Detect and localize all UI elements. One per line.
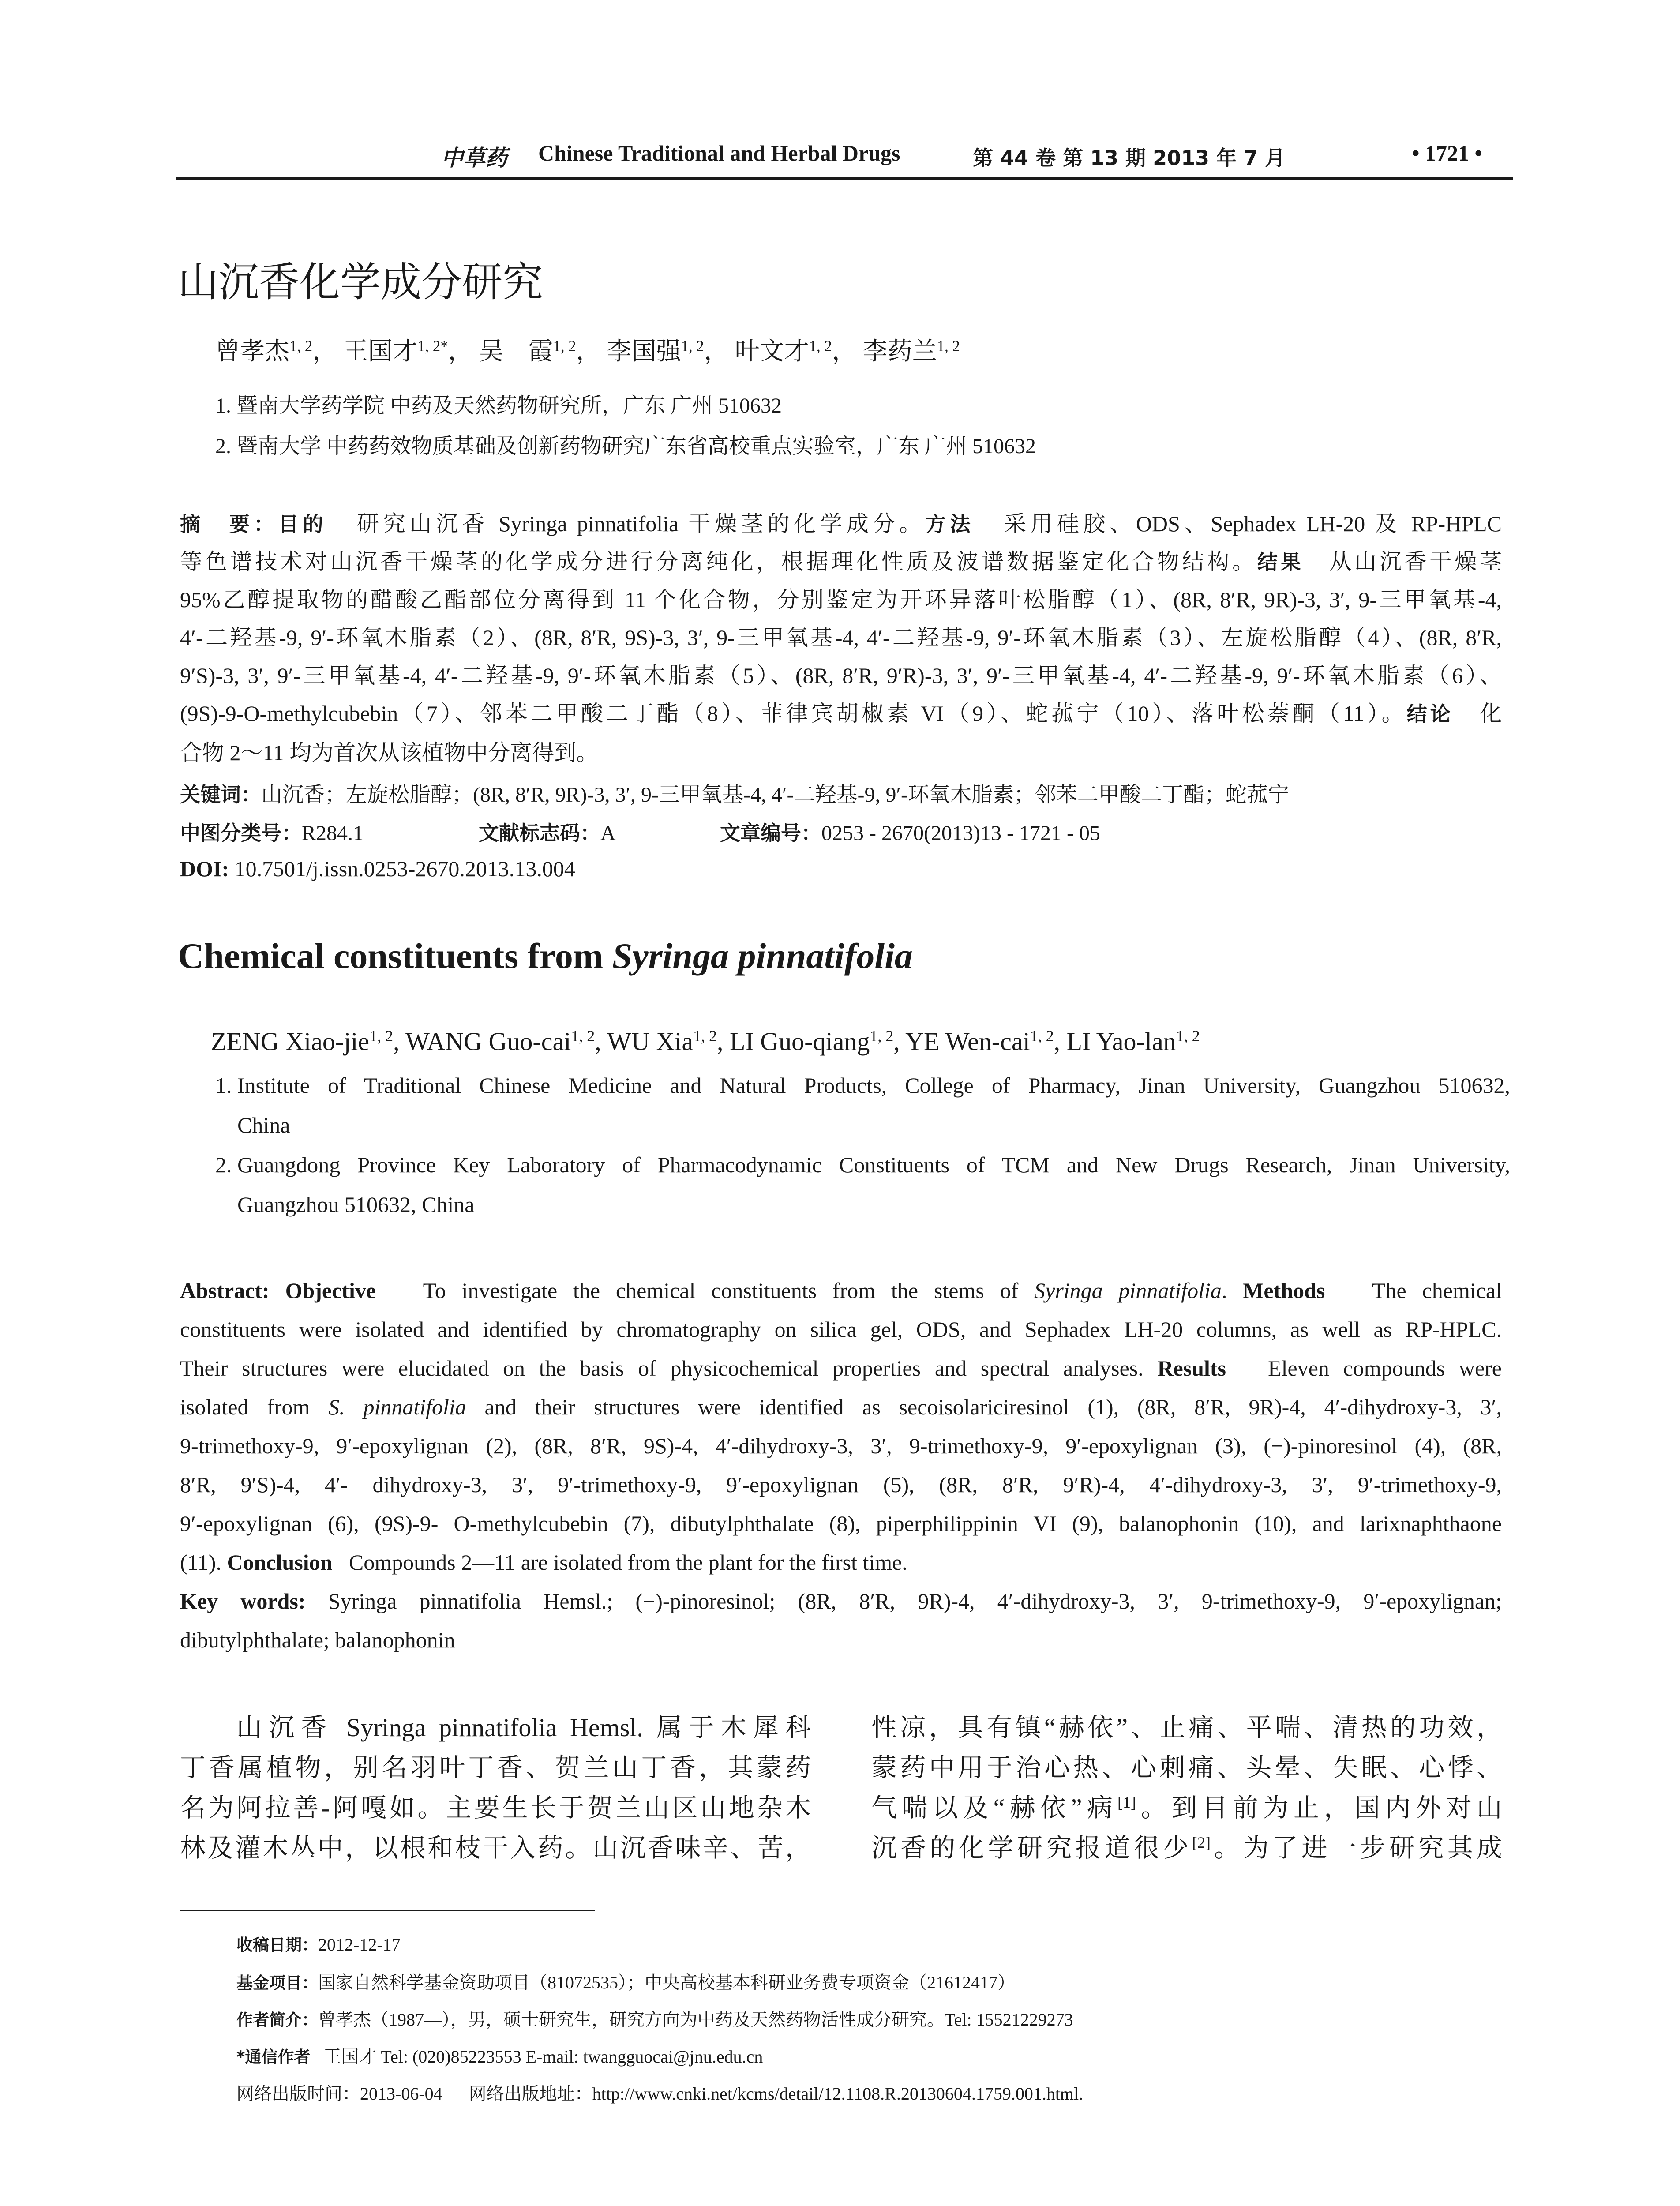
en-abstract-line: 9′-epoxylignan (6), (9S)-9- O-methylcubebin (7), dibutylphthalate (8), piperphilippinin VI (9), balanophonin (10), and larixnaphthaone [180, 1511, 1502, 1536]
cn-author-name: 李国强 [607, 338, 681, 365]
en-title-species: Syringa pinnatifolia [612, 936, 913, 976]
cn-methods-label: 方法 [926, 512, 975, 536]
body-left-column [180, 1707, 811, 1868]
article-no-line [720, 817, 1100, 846]
article-no-value: 0253 - 2670(2013)13 - 1721 - 05 [821, 822, 1100, 845]
en-author-sup: 1, 2 [571, 1027, 595, 1045]
en-abstract-line: constituents were isolated and identified by chromatography on silica gel, ODS, and Sephadex LH-20 columns, as well as RP-HPLC. [180, 1317, 1502, 1342]
cn-author-sup: 1, 2 [289, 337, 313, 355]
body-line: 山沉香 Syringa pinnatifolia Hemsl. 属于木犀科 [236, 1713, 811, 1742]
en-aff-num: 2. [215, 1152, 232, 1177]
footnote-text: 2012-12-17 [318, 1935, 401, 1955]
cn-keywords: 山沉香；左旋松脂醇；(8R, 8′R, 9R)-3, 3′, 9-三甲氧基-4, 4′-二羟基-9, 9′-环氧木脂素；邻苯二甲酸二丁酯；蛇菰宁 [261, 783, 1289, 807]
en-abstract-line [180, 1546, 908, 1579]
cn-authors: 曾孝杰$^{1, 2}$， 王国才$^{1, 2*}$， 吴 霞$^{1, 2}$， 李国强$^{1, 2}$， 叶文才$^{1, 2}$， 李药兰$^{1, 2}$ [215, 337, 960, 365]
footnote-author [236, 2006, 1073, 2031]
footnote-text: 2013-06-04 [360, 2084, 442, 2104]
en-abstract-species: S. pinnatifolia [328, 1395, 466, 1419]
clc-label: 中图分类号： [180, 821, 302, 845]
cn-results-label: 结果 [1257, 550, 1304, 574]
en-author-name: ZENG Xiao-jie [211, 1027, 370, 1056]
doc-code-line [479, 817, 616, 846]
en-title-text: Chemical constituents from [178, 936, 612, 976]
cn-keywords-label: 关键词： [180, 783, 261, 807]
online-url-link[interactable]: http://www.cnki.net/kcms/detail/12.1108.R.20130604.1759.001.html. [592, 2084, 1084, 2104]
cn-author-sup: 1, 2 [937, 337, 960, 355]
body-right-column [871, 1707, 1502, 1868]
en-author-name: LI Guo-qiang [730, 1027, 870, 1056]
body-line [871, 1828, 1502, 1868]
en-abstract-label: Abstract: [180, 1278, 270, 1303]
body-text: 。到目前为止，国内外对山 [1136, 1793, 1502, 1822]
en-abstract-line: Abstract: Objective To investigate the chemical constituents from the stems of Syringa pinnatifolia. Methods The chemical [180, 1278, 1502, 1303]
cn-abstract-text: 等色谱技术对山沉香干燥茎的化学成分进行分离纯化，根据理化性质及波谱数据鉴定化合物结构。 [180, 549, 1257, 574]
clc-value: R284.1 [302, 822, 364, 845]
en-keywords: Syringa pinnatifolia Hemsl.; (−)-pinoresinol; (8R, 8′R, 9R)-4, 4′-dihydroxy-3, 3′, 9-trimethoxy-9, 9′-epoxylignan; [328, 1589, 1502, 1613]
cn-abstract-text: 采用硅胶、ODS、Sephadex LH-20 及 RP-HPLC [1004, 511, 1502, 536]
cn-objective-label: 目的 [278, 512, 328, 536]
citation-ref[interactable]: [1] [1118, 1793, 1136, 1812]
body-line: 蒙药中用于治心热、心刺痛、头晕、失眠、心悸、 [871, 1753, 1502, 1782]
en-abstract-text: The chemical [1372, 1278, 1502, 1303]
cn-abstract-label: 摘 要： [180, 512, 278, 536]
footnote-text: 曾孝杰（1987—），男，硕士研究生，研究方向为中药及天然药物活性成分研究。Tel: 15521229273 [318, 2010, 1073, 2030]
footnote-corresponding [236, 2043, 763, 2068]
en-affiliation-1 [215, 1065, 1510, 1145]
en-author-name: WU Xia [607, 1027, 694, 1056]
journal-name-en: Chinese Traditional and Herbal Drugs [538, 141, 900, 165]
citation-ref[interactable]: [2] [1192, 1834, 1211, 1852]
en-abstract-text: (11). [180, 1550, 221, 1575]
cn-author-name: 吴 霞 [479, 338, 553, 365]
cn-conclusion-label: 结论 [1406, 702, 1454, 726]
cn-abstract-text: 研究山沉香 Syringa pinnatifolia 干燥茎的化学成分。 [357, 511, 926, 536]
en-author-sup: 1, 2 [1030, 1027, 1054, 1045]
footnote-fund [236, 1969, 1015, 1994]
page-number: • 1721 • [1412, 141, 1483, 165]
en-affiliation-2 [215, 1145, 1510, 1224]
en-abstract-text: To investigate the chemical constituents from the stems of [423, 1278, 1019, 1303]
cn-abstract-line: 4′-二羟基-9, 9′-环氧木脂素（2）、(8R, 8′R, 9S)-3, 3′, 9-三甲氧基-4, 4′-二羟基-9, 9′-环氧木脂素（3）、左旋松脂醇（4）、(8R, 8′R, [180, 625, 1502, 650]
cn-abstract-line: 合物 2～11 均为首次从该植物中分离得到。 [180, 740, 599, 765]
cn-keywords-line [180, 777, 1289, 808]
doi-label: DOI: [180, 856, 229, 881]
en-abstract-text: Their structures were elucidated on the basis of physicochemical properties and spectral analyses. [180, 1356, 1144, 1381]
cn-abstract-text: (9S)-9-O-methylcubebin（7）、邻苯二甲酸二丁酯（8）、菲律宾胡椒素 VI（9）、蛇菰宁（10）、落叶松萘酮（11）。 [180, 701, 1407, 726]
en-author-name: LI Yao-lan [1066, 1027, 1176, 1056]
en-author-sup: 1, 2 [693, 1027, 717, 1045]
cn-abstract-line [180, 507, 1502, 540]
footnote-text: 国家自然科学基金资助项目（81072535）；中央高校基本科研业务费专项资金（21612417） [318, 1973, 1015, 1992]
en-abstract-text: and their structures were identified as secoisolariciresinol (1), (8R, 8′R, 9R)-4, 4′-dihydroxy-3, 3′, [484, 1395, 1502, 1419]
footnote-label: 收稿日期： [236, 1936, 318, 1955]
en-keywords-label: Key words: [180, 1589, 306, 1613]
doi-line [180, 856, 575, 882]
cn-abstract-line [180, 545, 1502, 578]
cn-author-name: 曾孝杰 [215, 338, 289, 365]
footnote-label: 网络出版时间： [236, 2084, 360, 2104]
en-keywords-line [180, 1585, 1502, 1617]
cn-author-sup: 1, 2* [417, 337, 448, 355]
doc-code-label: 文献标志码： [479, 821, 600, 845]
body-text: 。为了进一步研究其成 [1211, 1834, 1502, 1862]
en-author-name: WANG Guo-cai [405, 1027, 571, 1056]
en-abstract-text: Eleven compounds were [1268, 1356, 1502, 1381]
footnote-label: 网络出版地址： [469, 2084, 592, 2104]
cn-author-name: 李药兰 [862, 338, 937, 365]
cn-clc-line [180, 817, 364, 846]
cn-affiliation-1: 1. 暨南大学药学院 中药及天然药物研究所，广东 广州 510632 [215, 394, 782, 417]
en-aff-text: Institute of Traditional Chinese Medicine and Natural Products, College of Pharmacy, Jinan University, Guangzhou 510632, [237, 1073, 1510, 1098]
cn-author-name: 叶文才 [735, 338, 809, 365]
footnote-label: 基金项目： [236, 1973, 318, 1992]
doc-code-value: A [600, 822, 616, 845]
en-abstract-text: isolated from [180, 1395, 310, 1419]
cn-abstract-line: 95%乙醇提取物的醋酸乙酯部位分离得到 11 个化合物，分别鉴定为开环异落叶松脂醇（1）、(8R, 8′R, 9R)-3, 3′, 9-三甲氧基-4, [180, 587, 1502, 612]
cn-abstract-text: 从山沉香干燥茎 [1329, 549, 1502, 574]
cn-abstract-line: 9′S)-3, 3′, 9′-三甲氧基-4, 4′-二羟基-9, 9′-环氧木脂素（5）、(8R, 8′R, 9′R)-3, 3′, 9′-三甲氧基-4, 4′-二羟基-9, 9′-环氧木脂素（6）、 [180, 663, 1502, 688]
body-line: 丁香属植物，别名羽叶丁香、贺兰山丁香，其蒙药 [180, 1753, 811, 1782]
en-title [178, 935, 913, 977]
cn-author-name: 王国才 [343, 338, 418, 365]
en-abstract-line: 9-trimethoxy-9, 9′-epoxylignan (2), (8R, 8′R, 9S)-4, 4′-dihydroxy-3, 3′, 9-trimethoxy-9, 9′-epoxylignan (3), (−)-pinoresinol (4), (8R, [180, 1433, 1502, 1458]
cn-title: 山沉香化学成分研究 [178, 259, 544, 306]
footnote-received [236, 1932, 401, 1955]
doi-value: 10.7501/j.issn.0253-2670.2013.13.004 [234, 856, 575, 881]
en-aff-num: 1. [215, 1073, 232, 1098]
header-rule [176, 177, 1513, 180]
issue-info: 第 44 卷 第 13 期 2013 年 7 月 [973, 146, 1286, 170]
body-line: 名为阿拉善-阿嘎如。主要生长于贺兰山区山地杂木 [180, 1793, 811, 1822]
en-abstract-line: 8′R, 9′S)-4, 4′- dihydroxy-3, 3′, 9′-trimethoxy-9, 9′-epoxylignan (5), (8R, 8′R, 9′R)-4, 4′-dihydroxy-3, 3′, 9′-trimethoxy-9, [180, 1472, 1502, 1497]
article-no-label: 文章编号： [720, 821, 821, 845]
footnote-rule [180, 1910, 595, 1911]
footnote-text: 王国才 Tel: (020)85223553 E-mail: twangguocai@jnu.edu.cn [323, 2047, 763, 2067]
body-line: 林及灌木丛中，以根和枝干入药。山沉香味辛、苦， [180, 1834, 811, 1862]
en-authors: ZENG Xiao-jie$^{1, 2}$, WANG Guo-cai$^{1, 2}$, WU Xia$^{1, 2}$, LI Guo-qiang$^{1, 2}$, YE Wen-cai$^{1, 2}$, LI Yao-lan$^{1, 2}$ [211, 1027, 1200, 1056]
body-line [871, 1788, 1502, 1828]
en-keywords-line: dibutylphthalate; balanophonin [180, 1628, 455, 1652]
cn-abstract-line [180, 697, 1502, 730]
cn-author-sup: 1, 2 [553, 337, 576, 355]
en-author-sup: 1, 2 [870, 1027, 894, 1045]
cn-author-sup: 1, 2 [809, 337, 832, 355]
en-aff-text: Guangdong Province Key Laboratory of Pharmacodynamic Constituents of TCM and New Drugs Research, Jinan University, [237, 1152, 1510, 1177]
footnote-label: *通信作者 [236, 2048, 311, 2067]
body-line: 性凉，具有镇“赫依”、止痛、平喘、清热的功效， [871, 1713, 1502, 1742]
en-author-sup: 1, 2 [1176, 1027, 1200, 1045]
en-author-sup: 1, 2 [369, 1027, 394, 1045]
body-text: 气喘以及“赫依”病 [871, 1793, 1118, 1822]
en-abstract-line [180, 1352, 1502, 1384]
en-abstract-text: Compounds 2—11 are isolated from the plant for the first time. [349, 1550, 908, 1575]
en-methods-label: Methods [1243, 1278, 1325, 1303]
cn-abstract-text: 化 [1480, 701, 1502, 726]
en-conclusion-label: Conclusion [227, 1550, 333, 1575]
en-aff-text: Guangzhou 510632, China [237, 1192, 475, 1217]
footnote-label: 作者简介： [236, 2011, 318, 2030]
body-text: 沉香的化学研究报道很少 [871, 1834, 1192, 1862]
cn-author-sup: 1, 2 [681, 337, 704, 355]
en-abstract-line [180, 1391, 1502, 1423]
en-aff-text: China [237, 1113, 290, 1137]
en-objective-label: Objective [285, 1278, 376, 1303]
journal-name-cn: 中草药 [441, 145, 507, 171]
en-abstract-species: Syringa pinnatifolia [1034, 1278, 1222, 1303]
en-results-label: Results [1157, 1356, 1226, 1381]
footnote-online [236, 2080, 1083, 2105]
en-author-name: YE Wen-cai [905, 1027, 1030, 1056]
cn-affiliation-2: 2. 暨南大学 中药药效物质基础及创新药物研究广东省高校重点实验室，广东 广州 510632 [215, 435, 1036, 458]
